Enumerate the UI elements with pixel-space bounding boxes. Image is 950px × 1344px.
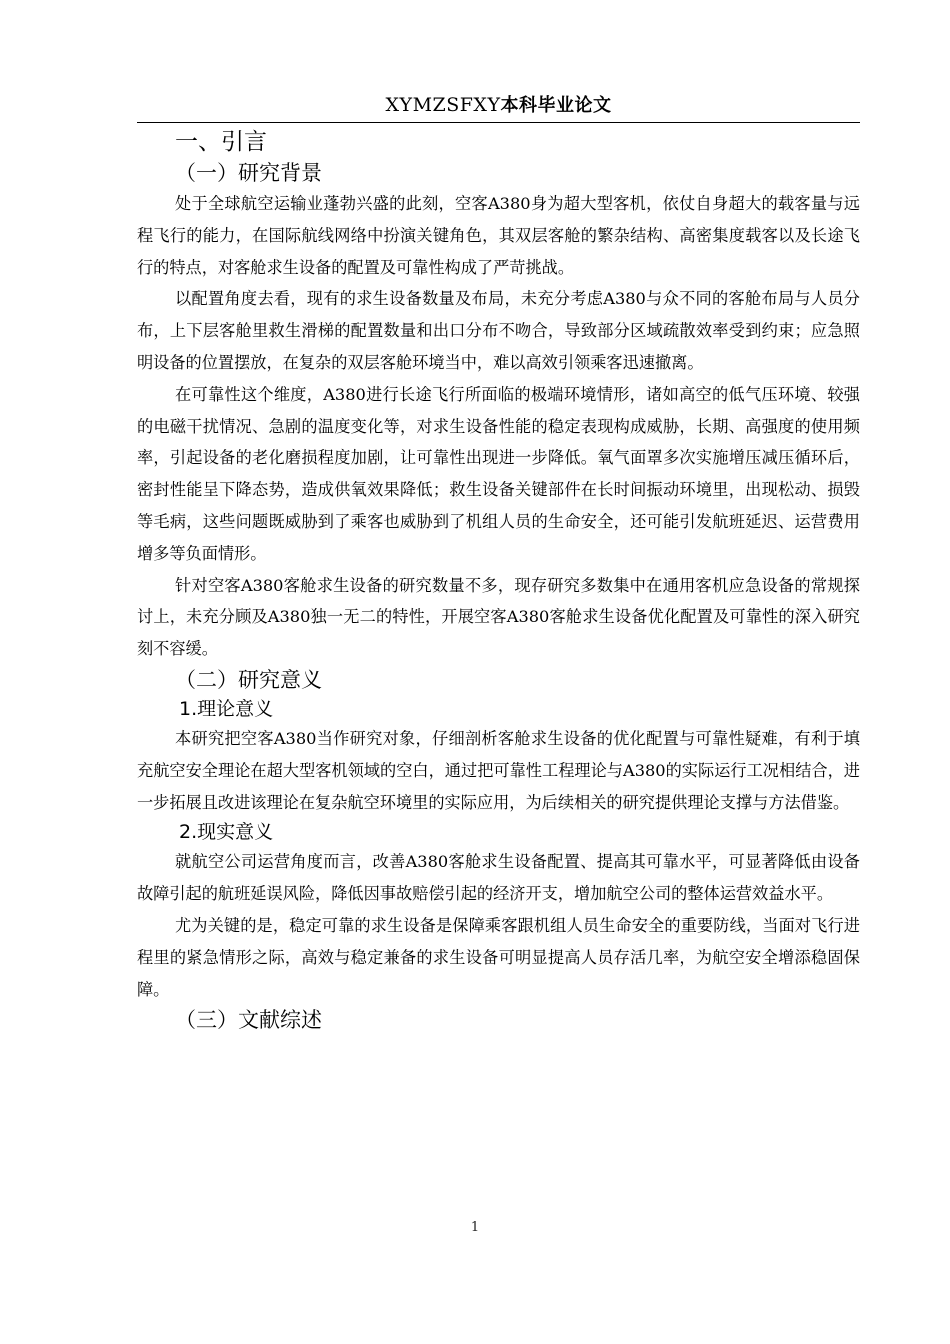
paragraph: 本研究把空客A380当作研究对象，仔细剖析客舱求生设备的优化配置与可靠性疑难，有利于填充航空安全理论在超大型客机领域的空白，通过把可靠性工程理论与A380的实际运行工况相结合，进一步拓展且改进该理论在复杂航空环境里的实际应用，为后续相关的研究提供理论支撑与方法借鉴。 — [137, 728, 860, 812]
paragraph: 尤为关键的是，稳定可靠的求生设备是保障乘客跟机组人员生命安全的重要防线，当面对飞行进程里的紧急情形之际，高效与稳定兼备的求生设备可明显提高人员存活几率，为航空安全增添稳固保障。 — [137, 915, 860, 999]
paragraph: 以配置角度去看，现有的求生设备数量及布局，未充分考虑A380与众不同的客舱布局与人员分布，上下层客舱里救生滑梯的配置数量和出口分布不吻合，导致部分区域疏散效率受到约束；应急照明设备的位置摆放，在复杂的双层客舱环境当中，难以高效引领乘客迅速撤离。 — [137, 289, 860, 372]
section-heading-introduction: 一、引言 — [175, 129, 267, 155]
subheading-practice: 2.现实意义 — [179, 821, 274, 844]
page-number: 1 — [470, 1220, 480, 1235]
paragraph: 在可靠性这个维度，A380进行长途飞行所面临的极端环境情形，诸如高空的低气压环境、较强的电磁干扰情况、急剧的温度变化等，对求生设备性能的稳定表现构成威胁，长期、高强度的使用频率，引起设备的老化磨损程度加剧，让可靠性出现进一步降低。氧气面罩多次实施增压减压循环后，密封性能呈下降态势，造成供氧效果降低；救生设备关键部件在长时间振动环境里，出现松动、损毁等毛病，这些问题既威胁到了乘客也威胁到了机组人员的生命安全，还可能引发航班延迟、运营费用增多等负面情形。 — [137, 384, 860, 563]
document-body — [137, 126, 860, 1035]
header-code: XYMZSFXY — [385, 94, 501, 116]
paragraph: 就航空公司运营角度而言，改善A380客舱求生设备配置、提高其可靠水平，可显著降低由设备故障引起的航班延误风险，降低因事故赔偿引起的经济开支，增加航空公司的整体运营效益水平。 — [137, 852, 860, 904]
subsection-heading-significance: （二）研究意义 — [175, 667, 322, 692]
subsection-heading-literature-review: （三）文献综述 — [175, 1008, 322, 1033]
subheading-theory: 1.理论意义 — [179, 697, 274, 720]
header-title: 本科毕业论文 — [500, 95, 612, 116]
page-header — [137, 88, 860, 123]
paragraph: 针对空客A380客舱求生设备的研究数量不多，现存研究多数集中在通用客机应急设备的常规探讨上，未充分顾及A380独一无二的特性，开展空客A380客舱求生设备优化配置及可靠性的深入研究刻不容缓。 — [137, 575, 860, 659]
subsection-heading-background: （一）研究背景 — [175, 161, 322, 185]
paragraph: 处于全球航空运输业蓬勃兴盛的此刻，空客A380身为超大型客机，依仗自身超大的载客量与远程飞行的能力，在国际航线网络中扮演关键角色，其双层客舱的繁杂结构、高密集度载客以及长途飞行的特点，对客舱求生设备的配置及可靠性构成了严苛挑战。 — [137, 194, 860, 277]
